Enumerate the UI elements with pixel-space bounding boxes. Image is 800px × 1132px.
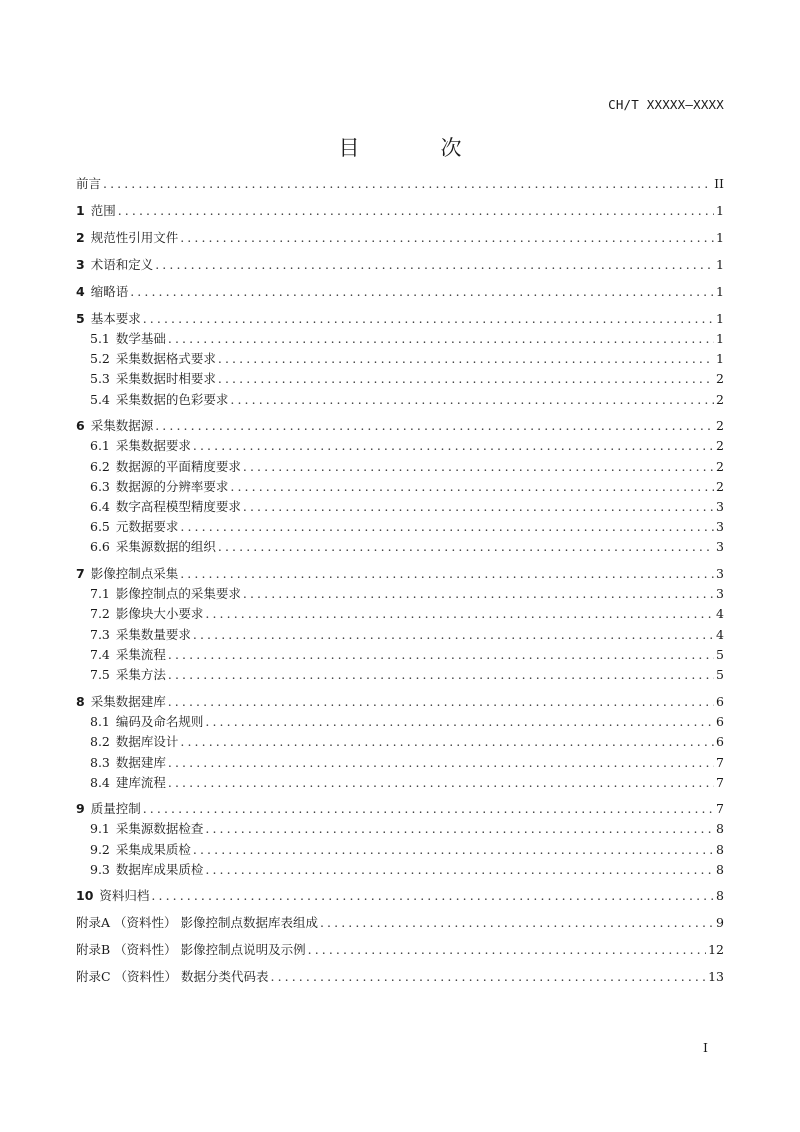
toc-entry-text: 采集数据时相要求	[115, 371, 216, 386]
dot-leader	[320, 914, 714, 932]
dot-leader	[230, 391, 714, 409]
toc-page-number: 9	[716, 915, 724, 930]
toc-entry-text: 采集方法	[115, 667, 166, 682]
toc-entry-number: 1	[76, 203, 85, 218]
toc-entry[interactable]	[76, 229, 724, 247]
toc-entry-text: 数字高程模型精度要求	[115, 499, 241, 514]
toc-entry-number: 7.3	[90, 627, 110, 642]
toc-page-number: 1	[716, 351, 724, 366]
toc-page-number: 8	[716, 842, 724, 857]
toc-entry-label	[90, 861, 203, 879]
toc-entry-label	[90, 330, 166, 348]
toc-entry-label	[76, 887, 149, 905]
toc-subentry[interactable]	[90, 458, 724, 476]
toc-entry-text: 采集成果质检	[115, 842, 191, 857]
toc-entry-label	[76, 968, 269, 986]
toc-page-number: 1	[716, 257, 724, 272]
dot-leader	[155, 417, 714, 435]
toc-entry-label	[90, 666, 166, 684]
toc-entry-text: 采集数据格式要求	[115, 351, 216, 366]
toc-page-number: 4	[716, 606, 724, 621]
toc-entry-text: 附录A （资料性） 影像控制点数据库表组成	[76, 915, 318, 930]
dot-leader	[118, 202, 714, 220]
toc-subentry[interactable]	[90, 820, 724, 838]
toc-subentry[interactable]	[90, 861, 724, 879]
toc-entry-label	[90, 350, 216, 368]
toc-entry-label	[90, 605, 203, 623]
toc-entry-number: 8.3	[90, 755, 110, 770]
dot-leader	[205, 861, 714, 879]
dot-leader	[151, 887, 714, 905]
dot-leader	[243, 458, 714, 476]
toc-entry-label	[76, 202, 116, 220]
toc-subentry[interactable]	[90, 626, 724, 644]
toc-subentry[interactable]	[90, 733, 724, 751]
toc-entry[interactable]	[76, 693, 724, 711]
toc-subentry[interactable]	[90, 713, 724, 731]
toc-entry-label	[90, 458, 241, 476]
toc-entry-label	[90, 585, 241, 603]
toc-page-number: 4	[716, 627, 724, 642]
toc-subentry[interactable]	[90, 538, 724, 556]
toc-subentry[interactable]	[90, 330, 724, 348]
toc-entry-label	[90, 754, 166, 772]
toc-entry-text: 范围	[90, 203, 116, 218]
toc-subentry[interactable]	[90, 774, 724, 792]
toc-entry-number: 7	[76, 566, 85, 581]
toc-page-number: 3	[716, 519, 724, 534]
dot-leader	[193, 841, 714, 859]
toc-subentry[interactable]	[90, 841, 724, 859]
dot-leader	[243, 498, 714, 516]
toc-entry-number: 7.5	[90, 667, 110, 682]
toc-entry-number: 6.4	[90, 499, 110, 514]
toc-entry-number: 3	[76, 257, 85, 272]
toc-entry-number: 6.3	[90, 479, 110, 494]
toc-entry-label	[90, 841, 191, 859]
toc-entry-text: 建库流程	[115, 775, 166, 790]
toc-page-number: 1	[716, 311, 724, 326]
dot-leader	[205, 713, 714, 731]
toc-page-number: 1	[716, 331, 724, 346]
toc-entry-text: 元数据要求	[115, 519, 179, 534]
toc-entry-text: 附录C （资料性） 数据分类代码表	[76, 969, 269, 984]
toc-entry-number: 8.2	[90, 734, 110, 749]
toc-entry-number: 6.1	[90, 438, 110, 453]
toc-entry-text: 数据建库	[115, 755, 166, 770]
dot-leader	[205, 820, 714, 838]
toc-entry-text: 采集源数据检查	[115, 821, 204, 836]
toc-entry-label	[76, 800, 141, 818]
dot-leader	[243, 585, 714, 603]
toc-page-number: 6	[716, 714, 724, 729]
toc-page-number: 2	[716, 459, 724, 474]
toc-entry-label	[76, 229, 178, 247]
toc-entry-label	[90, 478, 228, 496]
toc-entry-text: 数据库成果质检	[115, 862, 204, 877]
dot-leader	[193, 437, 714, 455]
toc-entry-label	[90, 733, 178, 751]
toc-entry-label	[90, 774, 166, 792]
toc-entry-label	[90, 498, 241, 516]
dot-leader	[193, 626, 714, 644]
toc-entry-text: 采集数据源	[90, 418, 154, 433]
toc-page-number: 8	[716, 888, 724, 903]
toc-page-number: 13	[708, 969, 724, 984]
toc-entry-label	[90, 646, 166, 664]
toc-entry-number: 6.5	[90, 519, 110, 534]
toc-entry-text: 数学基础	[115, 331, 166, 346]
toc-entry-label	[76, 283, 128, 301]
toc-entry-label	[76, 175, 101, 193]
toc-entry-text: 采集源数据的组织	[115, 539, 216, 554]
toc-entry-number: 6.6	[90, 539, 110, 554]
toc-entry-text: 采集流程	[115, 647, 166, 662]
toc-page-number: II	[714, 176, 724, 191]
toc-entry[interactable]	[76, 417, 724, 435]
toc-subentry[interactable]	[90, 437, 724, 455]
toc-entry-label	[90, 437, 191, 455]
dot-leader	[168, 666, 714, 684]
toc-subentry[interactable]	[90, 666, 724, 684]
toc-entry-text: 数据库设计	[115, 734, 179, 749]
toc-entry-number: 7.1	[90, 586, 110, 601]
toc-entry-text: 术语和定义	[90, 257, 154, 272]
dot-leader	[168, 774, 714, 792]
toc-page-number: 2	[716, 392, 724, 407]
toc-entry[interactable]	[76, 565, 724, 583]
toc-entry[interactable]	[76, 800, 724, 818]
toc-entry-number: 5.3	[90, 371, 110, 386]
toc-subentry[interactable]	[90, 646, 724, 664]
toc-entry-text: 缩略语	[90, 284, 129, 299]
toc-entry[interactable]	[76, 310, 724, 328]
toc-page-number: 6	[716, 734, 724, 749]
toc-entry-number: 7.4	[90, 647, 110, 662]
toc-entry-number: 6	[76, 418, 85, 433]
toc-subentry[interactable]	[90, 391, 724, 409]
toc-page-number: 5	[716, 667, 724, 682]
toc-entry-text: 编码及命名规则	[115, 714, 204, 729]
toc-page-number: 2	[716, 371, 724, 386]
toc-entry-number: 9.2	[90, 842, 110, 857]
toc-entry-number: 2	[76, 230, 85, 245]
toc-entry-number: 5.4	[90, 392, 110, 407]
toc-entry[interactable]	[76, 202, 724, 220]
toc-entry-number: 8.1	[90, 714, 110, 729]
dot-leader	[271, 968, 707, 986]
toc-page-number: 2	[716, 479, 724, 494]
toc-subentry[interactable]	[90, 585, 724, 603]
toc-page-number: 3	[716, 586, 724, 601]
toc-entry-label	[90, 626, 191, 644]
toc-entry-text: 前言	[76, 176, 102, 191]
toc-entry-number: 10	[76, 888, 94, 903]
toc-entry-number: 7.2	[90, 606, 110, 621]
toc-entry-text: 采集数据要求	[115, 438, 191, 453]
toc-entry-number: 9.1	[90, 821, 110, 836]
toc-subentry[interactable]	[90, 370, 724, 388]
dot-leader	[168, 754, 714, 772]
dot-leader	[180, 733, 714, 751]
toc-page-number: 8	[716, 862, 724, 877]
toc-entry-label	[76, 693, 166, 711]
toc-entry-text: 基本要求	[90, 311, 141, 326]
toc-entry-number: 9	[76, 801, 85, 816]
toc-entry-text: 影像块大小要求	[115, 606, 204, 621]
toc-page-number: 5	[716, 647, 724, 662]
document-code: CH/T XXXXX—XXXX	[608, 97, 724, 112]
toc-entry[interactable]	[76, 283, 724, 301]
toc-page-number: 2	[716, 418, 724, 433]
toc-page-number: 7	[716, 775, 724, 790]
dot-leader	[218, 350, 714, 368]
toc-entry-label	[90, 538, 216, 556]
dot-leader	[143, 800, 714, 818]
toc-entry-text: 采集数据建库	[90, 694, 166, 709]
toc-page-number: 7	[716, 755, 724, 770]
toc-entry-label	[76, 941, 306, 959]
toc-page-number: 3	[716, 499, 724, 514]
dot-leader	[180, 229, 714, 247]
page-number: I	[703, 1040, 708, 1055]
toc-page-number: 7	[716, 801, 724, 816]
dot-leader	[168, 646, 714, 664]
toc-entry-number: 5	[76, 311, 85, 326]
dot-leader	[180, 518, 714, 536]
dot-leader	[180, 565, 714, 583]
toc-entry[interactable]	[76, 887, 724, 905]
toc-entry-text: 采集数据的色彩要求	[115, 392, 229, 407]
toc-entry-text: 影像控制点的采集要求	[115, 586, 241, 601]
toc-entry-label	[90, 713, 203, 731]
toc-subentry[interactable]	[90, 605, 724, 623]
dot-leader	[130, 283, 714, 301]
dot-leader	[218, 370, 714, 388]
toc-entry[interactable]	[76, 914, 724, 932]
toc-entry-label	[90, 820, 203, 838]
toc-entry-text: 附录B （资料性） 影像控制点说明及示例	[76, 942, 306, 957]
toc-entry-label	[76, 417, 153, 435]
toc-page-number: 2	[716, 438, 724, 453]
toc-page-number: 1	[716, 230, 724, 245]
toc-page-number: 1	[716, 284, 724, 299]
toc-page-number: 3	[716, 566, 724, 581]
toc-entry-label	[76, 914, 318, 932]
toc-entry-label	[76, 310, 141, 328]
toc-entry-text: 规范性引用文件	[90, 230, 179, 245]
dot-leader	[218, 538, 714, 556]
toc-subentry[interactable]	[90, 518, 724, 536]
dot-leader	[168, 330, 714, 348]
toc-subentry[interactable]	[90, 754, 724, 772]
toc-subentry[interactable]	[90, 350, 724, 368]
toc-subentry[interactable]	[90, 478, 724, 496]
toc-page-number: 3	[716, 539, 724, 554]
toc-entry[interactable]	[76, 256, 724, 274]
toc-subentry[interactable]	[90, 498, 724, 516]
toc-entry-label	[90, 391, 228, 409]
toc-entry[interactable]	[76, 968, 724, 986]
dot-leader	[155, 256, 714, 274]
dot-leader	[168, 693, 714, 711]
toc-entry-text: 数据源的分辨率要求	[115, 479, 229, 494]
dot-leader	[230, 478, 714, 496]
toc-entry-number: 9.3	[90, 862, 110, 877]
toc-entry-number: 8	[76, 694, 85, 709]
toc-page-number: 8	[716, 821, 724, 836]
toc-entry-label	[76, 256, 153, 274]
toc-entry-text: 质量控制	[90, 801, 141, 816]
toc-entry-text: 采集数量要求	[115, 627, 191, 642]
toc-entry-number: 5.1	[90, 331, 110, 346]
toc-entry-label	[76, 565, 178, 583]
toc-page-number: 6	[716, 694, 724, 709]
toc-entry-label	[90, 518, 178, 536]
dot-leader	[308, 941, 706, 959]
toc-entry-text: 资料归档	[99, 888, 150, 903]
toc-entry[interactable]	[76, 175, 724, 193]
toc-entry-number: 4	[76, 284, 85, 299]
toc-entry-text: 影像控制点采集	[90, 566, 179, 581]
toc-entry-number: 8.4	[90, 775, 110, 790]
dot-leader	[205, 605, 714, 623]
toc-page-number: 1	[716, 203, 724, 218]
dot-leader	[103, 175, 712, 193]
toc-entry-number: 5.2	[90, 351, 110, 366]
dot-leader	[143, 310, 714, 328]
toc-entry-label	[90, 370, 216, 388]
toc-page-number: 12	[708, 942, 724, 957]
toc-entry[interactable]	[76, 941, 724, 959]
toc-title: 目 次	[338, 136, 492, 160]
toc-entry-text: 数据源的平面精度要求	[115, 459, 241, 474]
toc-entry-number: 6.2	[90, 459, 110, 474]
